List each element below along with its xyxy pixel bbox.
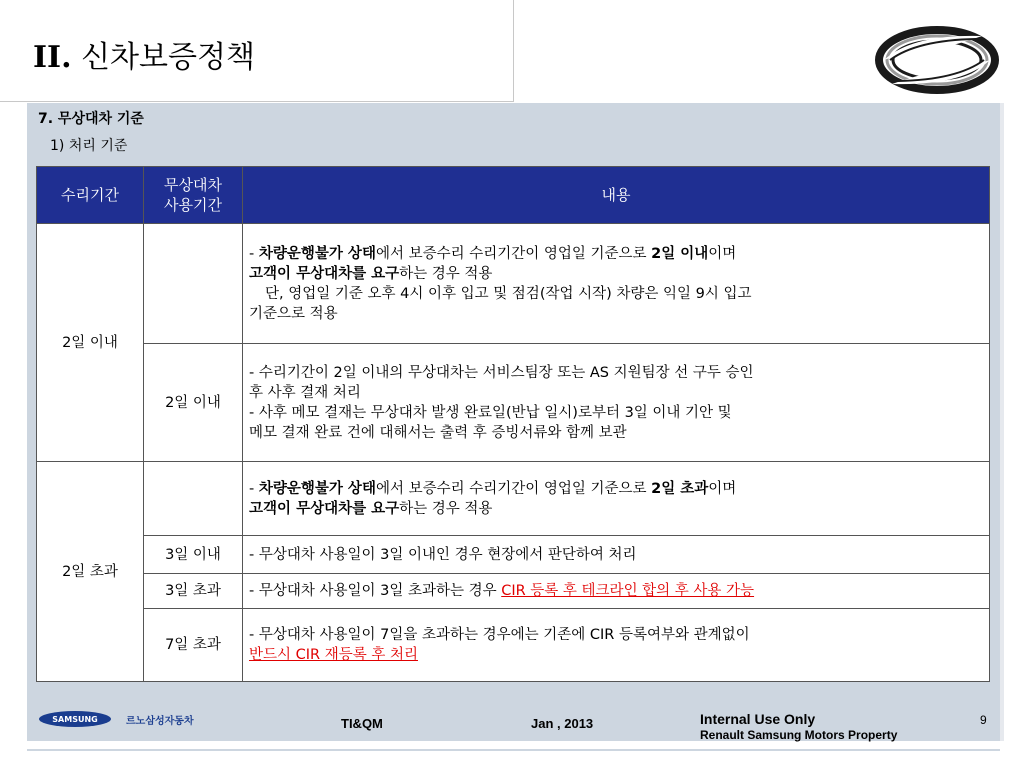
title-text: 신차보증정책 (81, 40, 255, 75)
header-usage-line1: 무상대차 (164, 176, 222, 194)
bold-text: 고객이 무상대차를 요구 (249, 265, 400, 282)
header-usage (144, 167, 243, 224)
content-line: - 사후 메모 결재는 무상대차 발생 완료일(반납 일시)로부터 3일 이내 기안 및 (249, 404, 732, 421)
text-span: 하는 경우 적용 (399, 265, 493, 282)
content-cell (243, 462, 990, 536)
page-number: 9 (980, 713, 987, 727)
text-span: 에서 보증수리 수리기간이 영업일 기준으로 (375, 245, 652, 262)
usage-cell: 7일 초과 (144, 609, 243, 682)
content-line (249, 645, 981, 665)
content-cell: - 무상대차 사용일이 3일 이내인 경우 현장에서 판단하여 처리 (243, 536, 990, 574)
table-row (37, 536, 990, 574)
content-line (249, 244, 981, 264)
text-span: 이며 (708, 245, 737, 262)
bold-text: 차량운행불가 상태 (258, 480, 376, 497)
section-subtitle: 1) 처리 기준 (50, 138, 128, 154)
content-line: 메모 결재 완료 건에 대해서는 출력 후 증빙서류와 함께 보관 (249, 424, 627, 441)
content-line: 후 사후 결재 처리 (249, 384, 361, 401)
panel-shadow (1000, 103, 1004, 741)
text-span: - (249, 245, 259, 262)
bold-text: 2일 이내 (651, 245, 709, 262)
content-line (249, 264, 981, 284)
table-row (37, 344, 990, 462)
content-cell (243, 574, 990, 609)
bold-text: 고객이 무상대차를 요구 (249, 500, 400, 517)
text-span: 하는 경우 적용 (399, 500, 493, 517)
content-cell (243, 344, 990, 462)
footer-date: Jan , 2013 (531, 716, 594, 731)
bold-text: 차량운행불가 상태 (258, 245, 376, 262)
period-cell-2days-over: 2일 초과 (37, 462, 144, 682)
table-row (37, 224, 990, 344)
renault-samsung-emblem-icon (872, 20, 1002, 98)
page-title (33, 40, 255, 76)
highlight-text: CIR 등록 후 테크라인 합의 후 사용 가능 (501, 583, 755, 599)
usage-cell-empty (144, 462, 243, 536)
usage-cell: 3일 이내 (144, 536, 243, 574)
title-number: II. (33, 40, 72, 75)
text-span: 이며 (708, 480, 737, 497)
period-cell-2days-within: 2일 이내 (37, 224, 144, 462)
text-span: - (249, 480, 259, 497)
header-usage-line2: 사용기간 (164, 196, 222, 214)
rsm-korean-name: 르노삼성자동차 (126, 716, 194, 727)
usage-cell: 3일 초과 (144, 574, 243, 609)
content-line: - 무상대차 사용일이 7일을 초과하는 경우에는 기존에 CIR 등록여부와 관계없이 (249, 627, 750, 643)
content-cell (243, 224, 990, 344)
bold-text: 2일 초과 (651, 480, 709, 497)
highlight-text: 반드시 CIR 재등록 후 처리 (249, 647, 418, 663)
content-line (249, 499, 981, 519)
content-line (249, 479, 981, 499)
footer-dept: TI&QM (341, 716, 383, 731)
text-span: - 무상대차 사용일이 3일 초과하는 경우 (249, 583, 502, 599)
content-cell (243, 609, 990, 682)
footer-divider (27, 749, 1000, 751)
footer-property: Renault Samsung Motors Property (700, 728, 898, 742)
header-content: 내용 (243, 167, 990, 224)
usage-cell: 2일 이내 (144, 344, 243, 462)
table-header-row (37, 167, 990, 224)
section-title: 7. 무상대차 기준 (38, 111, 144, 127)
content-line: 단, 영업일 기준 오후 4시 이후 입고 및 점검(작업 시작) 차량은 익일 9시 입고 (265, 285, 752, 302)
footer-internal-use: Internal Use Only (700, 711, 816, 727)
usage-cell-empty (144, 224, 243, 344)
policy-table (36, 166, 990, 682)
table-row (37, 462, 990, 536)
table-row (37, 574, 990, 609)
samsung-logo-text: SAMSUNG (52, 715, 98, 724)
samsung-logo-icon (38, 710, 112, 728)
table-row (37, 609, 990, 682)
content-line: - 수리기간이 2일 이내의 무상대차는 서비스팀장 또는 AS 지원팀장 선 구두 승인 (249, 364, 754, 381)
content-line: 기준으로 적용 (249, 305, 338, 322)
header-period: 수리기간 (37, 167, 144, 224)
text-span: 에서 보증수리 수리기간이 영업일 기준으로 (375, 480, 652, 497)
